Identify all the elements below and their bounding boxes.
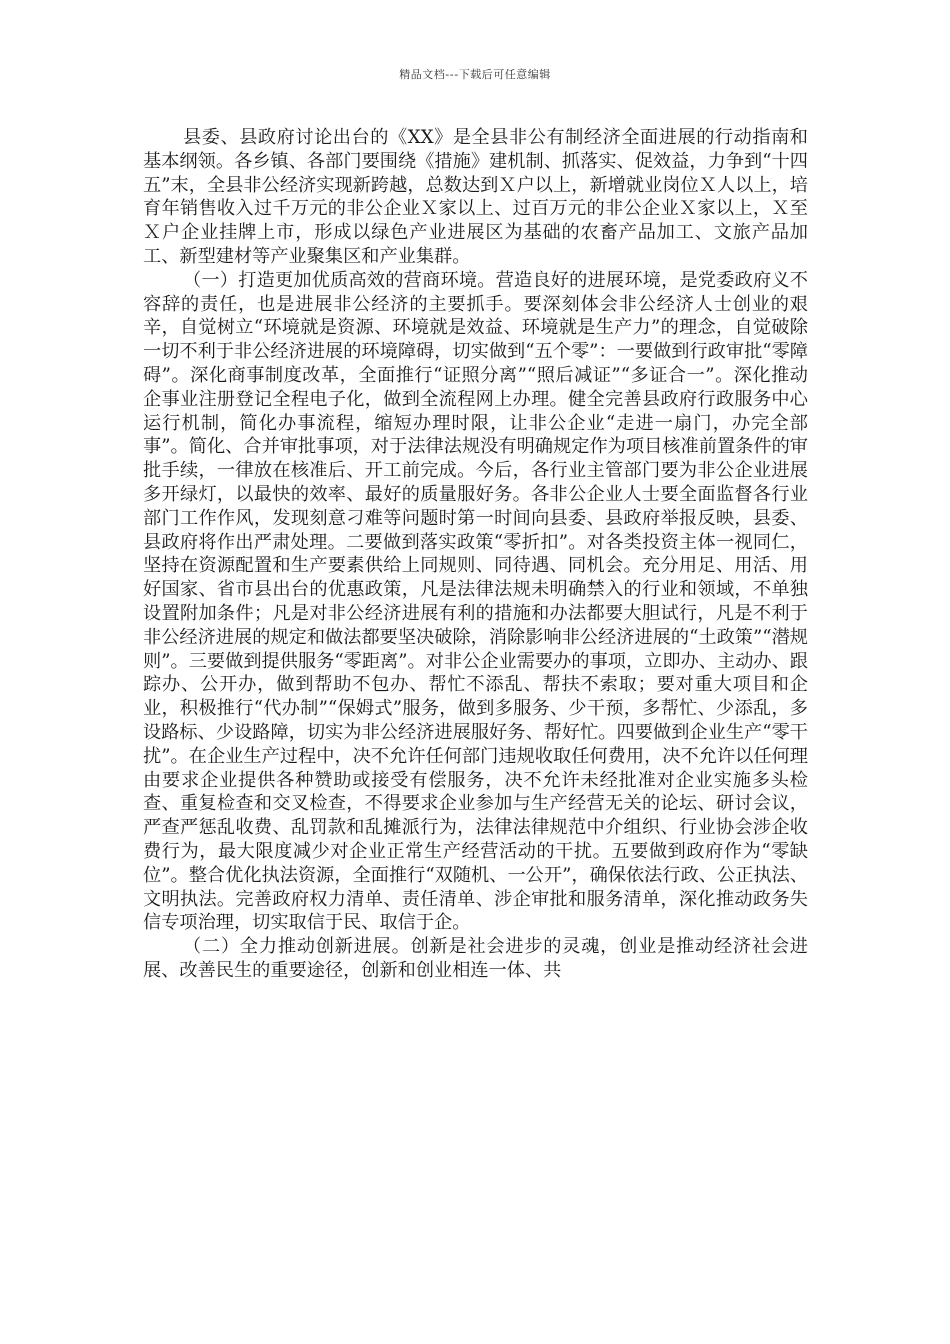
document-body — [143, 126, 808, 983]
paragraph-business-environment: （一）打造更加优质高效的营商环境。营造良好的进展环境，是党委政府义不容辞的责任，也是进展非公经济的主要抓手。要深刻体会非公经济人士创业的艰辛，自觉树立“环境就是资源、环境就是效益、环境就是生产力”的理念，自觉破除一切不利于非公经济进展的环境障碍，切实做到“五个零”：一要做到行政审批“零障碍”。深化商事制度改革，全面推行“证照分离”“照后减证”“多证合一”。深化推动企事业注册登记全程电子化，做到全流程网上办理。健全完善县政府行政服务中心运行机制，简化办事流程，缩短办理时限，让非公企业“走进一扇门，办完全部事”。简化、合并审批事项，对于法律法规没有明确规定作为项目核准前置条件的审批手续，一律放在核准后、开工前完成。今后，各行业主管部门要为非公企业进展多开绿灯，以最快的效率、最好的质量服好务。各非公企业人士要全面监督各行业部门工作作风，发现刻意刁难等问题时第一时间向县委、县政府举报反映，县委、县政府将作出严肃处理。二要做到落实政策“零折扣”。对各类投资主体一视同仁，坚持在资源配置和生产要素供给上同规则、同待遇、同机会。充分用足、用活、用好国家、省市县出台的优惠政策，凡是法律法规未明确禁入的行业和领域，不单独设置附加条件；凡是对非公经济进展有利的措施和办法都要大胆试行，凡是不利于非公经济进展的规定和做法都要坚决破除，消除影响非公经济进展的“土政策”“潜规则”。三要做到提供服务“零距离”。对非公企业需要办的事项，立即办、主动办、跟踪办、公开办，做到帮助不包办、帮忙不添乱、帮扶不索取；要对重大项目和企业，积极推行“代办制”“保姆式”服务，做到多服务、少干预，多帮忙、少添乱，多设路标、少设路障，切实为非公经济进展服好务、帮好忙。四要做到企业生产“零干扰”。在企业生产过程中，决不允许任何部门违规收取任何费用，决不允许以任何理由要求企业提供各种赞助或接受有偿服务，决不允许未经批准对企业实施多头检查、重复检查和交叉检查，不得要求企业参加与生产经营无关的论坛、研讨会议，严查严惩乱收费、乱罚款和乱摊派行为，法律法律规范中介组织、行业协会涉企收费行为，最大限度减少对企业正常生产经营活动的干扰。五要做到政府作为“零缺位”。整合优化执法资源，全面推行“双随机、一公开”，确保依法行政、公正执法、文明执法。完善政府权力清单、责任清单、涉企审批和服务清单，深化推动政务失信专项治理，切实取信于民、取信于企。 — [143, 269, 808, 934]
page-header: 精品文档---下载后可任意编辑 — [399, 68, 551, 81]
paragraph-innovation: （二）全力推动创新进展。创新是社会进步的灵魂，创业是推动经济社会进展、改善民生的重要途径，创新和创业相连一体、共 — [143, 936, 808, 981]
paragraph-intro: 县委、县政府讨论出台的《XX》是全县非公有制经济全面进展的行动指南和基本纲领。各乡镇、各部门要围绕《措施》建机制、抓落实、促效益，力争到“十四五”末，全县非公经济实现新跨越，总数达到Ｘ户以上，新增就业岗位Ｘ人以上，培育年销售收入过千万元的非公企业Ｘ家以上、过百万元的非公企业Ｘ家以上，Ｘ至Ｘ户企业挂牌上市，形成以绿色产业进展区为基础的农畜产品加工、文旅产品加工、新型建材等产业聚集区和产业集群。 — [143, 127, 808, 267]
